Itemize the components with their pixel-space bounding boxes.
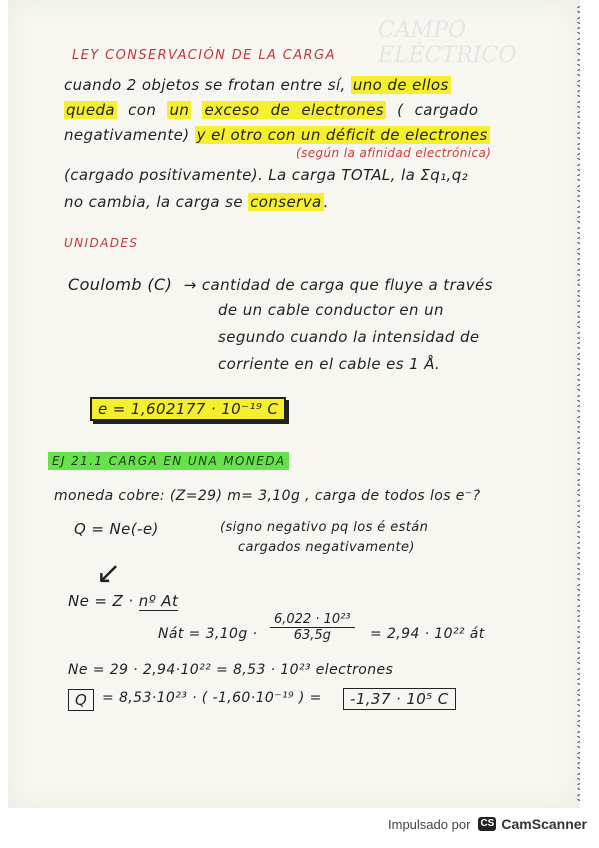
coulomb-line-3: segundo cuando la intensidad de	[218, 328, 480, 346]
spiral-loop	[576, 552, 580, 559]
spiral-loop	[576, 605, 580, 612]
powered-by-label: Impulsado por	[388, 816, 471, 832]
spiral-loop	[576, 164, 580, 171]
text: Ne = Z ·	[68, 592, 134, 610]
spiral-loop	[576, 731, 580, 738]
highlight: queda	[66, 101, 115, 119]
arrow-down-icon: ↙	[96, 556, 122, 591]
spiral-loop	[576, 216, 580, 223]
camscanner-brand: CamScanner	[501, 816, 587, 832]
spiral-loop	[576, 657, 580, 664]
spiral-loop	[576, 122, 580, 129]
spiral-loop	[576, 752, 580, 759]
nat-fraction	[270, 612, 355, 643]
highlight: conserva	[250, 193, 322, 211]
q-symbol-box: Q	[68, 689, 94, 711]
ne-result: Ne = 29 · 2,94·10²² = 8,53 · 10²³ electrones	[68, 662, 394, 678]
text: e = 1,602177 · 10⁻¹⁹ C	[98, 400, 279, 418]
spiral-loop	[576, 468, 580, 475]
spiral-loop	[576, 90, 580, 97]
spiral-loop	[576, 647, 580, 654]
exercise-heading: EJ 21.1 CARGA EN UNA MONEDA	[48, 452, 289, 470]
q-calculation: = 8,53·10²³ · ( -1,60·10⁻¹⁹ ) =	[102, 690, 322, 706]
text: negativamente)	[64, 126, 190, 144]
spiral-loop	[576, 447, 580, 454]
spiral-loop	[576, 783, 580, 790]
spiral-loop	[576, 174, 580, 181]
spiral-loop	[576, 269, 580, 276]
units-heading: UNIDADES	[64, 236, 139, 250]
text: cuando 2 objetos se frotan entre sí,	[64, 76, 346, 94]
spiral-loop	[576, 69, 580, 76]
final-result-box: -1,37 · 10⁵ C	[343, 688, 456, 710]
spiral-loop	[576, 426, 580, 433]
spiral-loop	[576, 762, 580, 769]
spiral-loop	[576, 384, 580, 391]
paragraph-line-3	[64, 126, 490, 144]
spiral-loop	[576, 741, 580, 748]
spiral-loop	[576, 500, 580, 507]
coulomb-line-1	[68, 275, 493, 294]
spiral-loop	[576, 195, 580, 202]
sign-note-2: cargados negativamente)	[238, 540, 415, 555]
paragraph-line-4: (cargado positivamente). La carga TOTAL, la Σq₁,q₂	[64, 166, 469, 184]
paragraph-line-2	[64, 101, 478, 119]
sign-note-1: (signo negativo pq los é están	[220, 520, 429, 535]
spiral-loop	[576, 479, 580, 486]
coulomb-line-2: de un cable conductor en un	[218, 301, 444, 319]
spiral-loop	[576, 227, 580, 234]
spiral-loop	[576, 342, 580, 349]
spiral-loop	[576, 594, 580, 601]
affinity-note: (según la afinidad electrónica)	[296, 146, 492, 160]
fraction-numerator: 6,022 · 10²³	[270, 612, 355, 628]
spiral-loop	[576, 27, 580, 34]
spiral-loop	[576, 290, 580, 297]
charge-equation: Q = Ne(-e)	[74, 520, 159, 538]
spiral-loop	[576, 132, 580, 139]
spiral-loop	[576, 416, 580, 423]
spiral-loop	[576, 699, 580, 706]
nat-result: = 2,94 · 10²² át	[370, 626, 485, 642]
text: ( cargado	[397, 101, 479, 119]
spiral-loop	[576, 101, 580, 108]
spiral-loop	[576, 720, 580, 727]
notebook-page	[8, 0, 580, 808]
spiral-loop	[576, 374, 580, 381]
spiral-loop	[576, 363, 580, 370]
spiral-loop	[576, 573, 580, 580]
text: → cantidad de carga que fluye a través	[183, 276, 493, 294]
spiral-loop	[576, 353, 580, 360]
spiral-loop	[576, 689, 580, 696]
fraction-denominator: 63,5g	[293, 628, 331, 643]
spiral-loop	[576, 206, 580, 213]
spiral-loop	[576, 6, 580, 13]
nat-lhs: Nát = 3,10g ·	[158, 626, 258, 642]
ne-definition	[68, 592, 178, 610]
spiral-binding	[574, 0, 580, 808]
spiral-loop	[576, 542, 580, 549]
exercise-statement: moneda cobre: (Z=29) m= 3,10g , carga de todos los e⁻?	[54, 488, 481, 504]
spiral-loop	[576, 80, 580, 87]
spiral-loop	[576, 258, 580, 265]
text: Coulomb (C)	[68, 275, 173, 294]
spiral-loop	[576, 300, 580, 307]
highlight: uno de ellos	[352, 76, 449, 94]
page-title: LEY CONSERVACIÓN DE LA CARGA	[72, 48, 336, 63]
spiral-loop	[576, 710, 580, 717]
spiral-loop	[576, 531, 580, 538]
spiral-loop	[576, 48, 580, 55]
scanner-watermark	[388, 816, 587, 832]
spiral-loop	[576, 615, 580, 622]
text: .	[323, 193, 329, 211]
spiral-loop	[576, 248, 580, 255]
spiral-loop	[576, 521, 580, 528]
spiral-loop	[576, 636, 580, 643]
paragraph-line-5	[64, 193, 329, 211]
paragraph-line-1	[64, 76, 451, 94]
spiral-loop	[576, 332, 580, 339]
spiral-loop	[576, 311, 580, 318]
spiral-loop	[576, 678, 580, 685]
camscanner-logo-icon: CS	[478, 817, 496, 831]
bleed-through-text: CAMPO ELÉCTRICO	[378, 18, 517, 68]
spiral-loop	[576, 153, 580, 160]
spiral-loop	[576, 237, 580, 244]
spiral-loop	[576, 563, 580, 570]
spiral-loop	[576, 437, 580, 444]
spiral-loop	[576, 773, 580, 780]
spiral-loop	[576, 143, 580, 150]
spiral-loop	[576, 668, 580, 675]
spiral-loop	[576, 584, 580, 591]
spiral-loop	[576, 321, 580, 328]
spiral-loop	[576, 395, 580, 402]
text: con	[128, 101, 157, 119]
spiral-loop	[576, 59, 580, 66]
spiral-loop	[576, 489, 580, 496]
spiral-loop	[576, 510, 580, 517]
spiral-loop	[576, 405, 580, 412]
spiral-loop	[576, 626, 580, 633]
spiral-loop	[576, 458, 580, 465]
text: nº At	[138, 592, 179, 610]
spiral-loop	[576, 111, 580, 118]
highlight: un	[169, 101, 190, 119]
spiral-loop	[576, 17, 580, 24]
highlight: exceso de electrones	[204, 101, 384, 119]
text: no cambia, la carga se	[64, 193, 243, 211]
elementary-charge-box	[90, 397, 286, 421]
spiral-loop	[576, 794, 580, 801]
spiral-loop	[576, 185, 580, 192]
spiral-loop	[576, 279, 580, 286]
highlight: y el otro con un déficit de electrones	[196, 126, 488, 144]
coulomb-line-4: corriente en el cable es 1 Å.	[218, 355, 441, 373]
spiral-loop	[576, 38, 580, 45]
